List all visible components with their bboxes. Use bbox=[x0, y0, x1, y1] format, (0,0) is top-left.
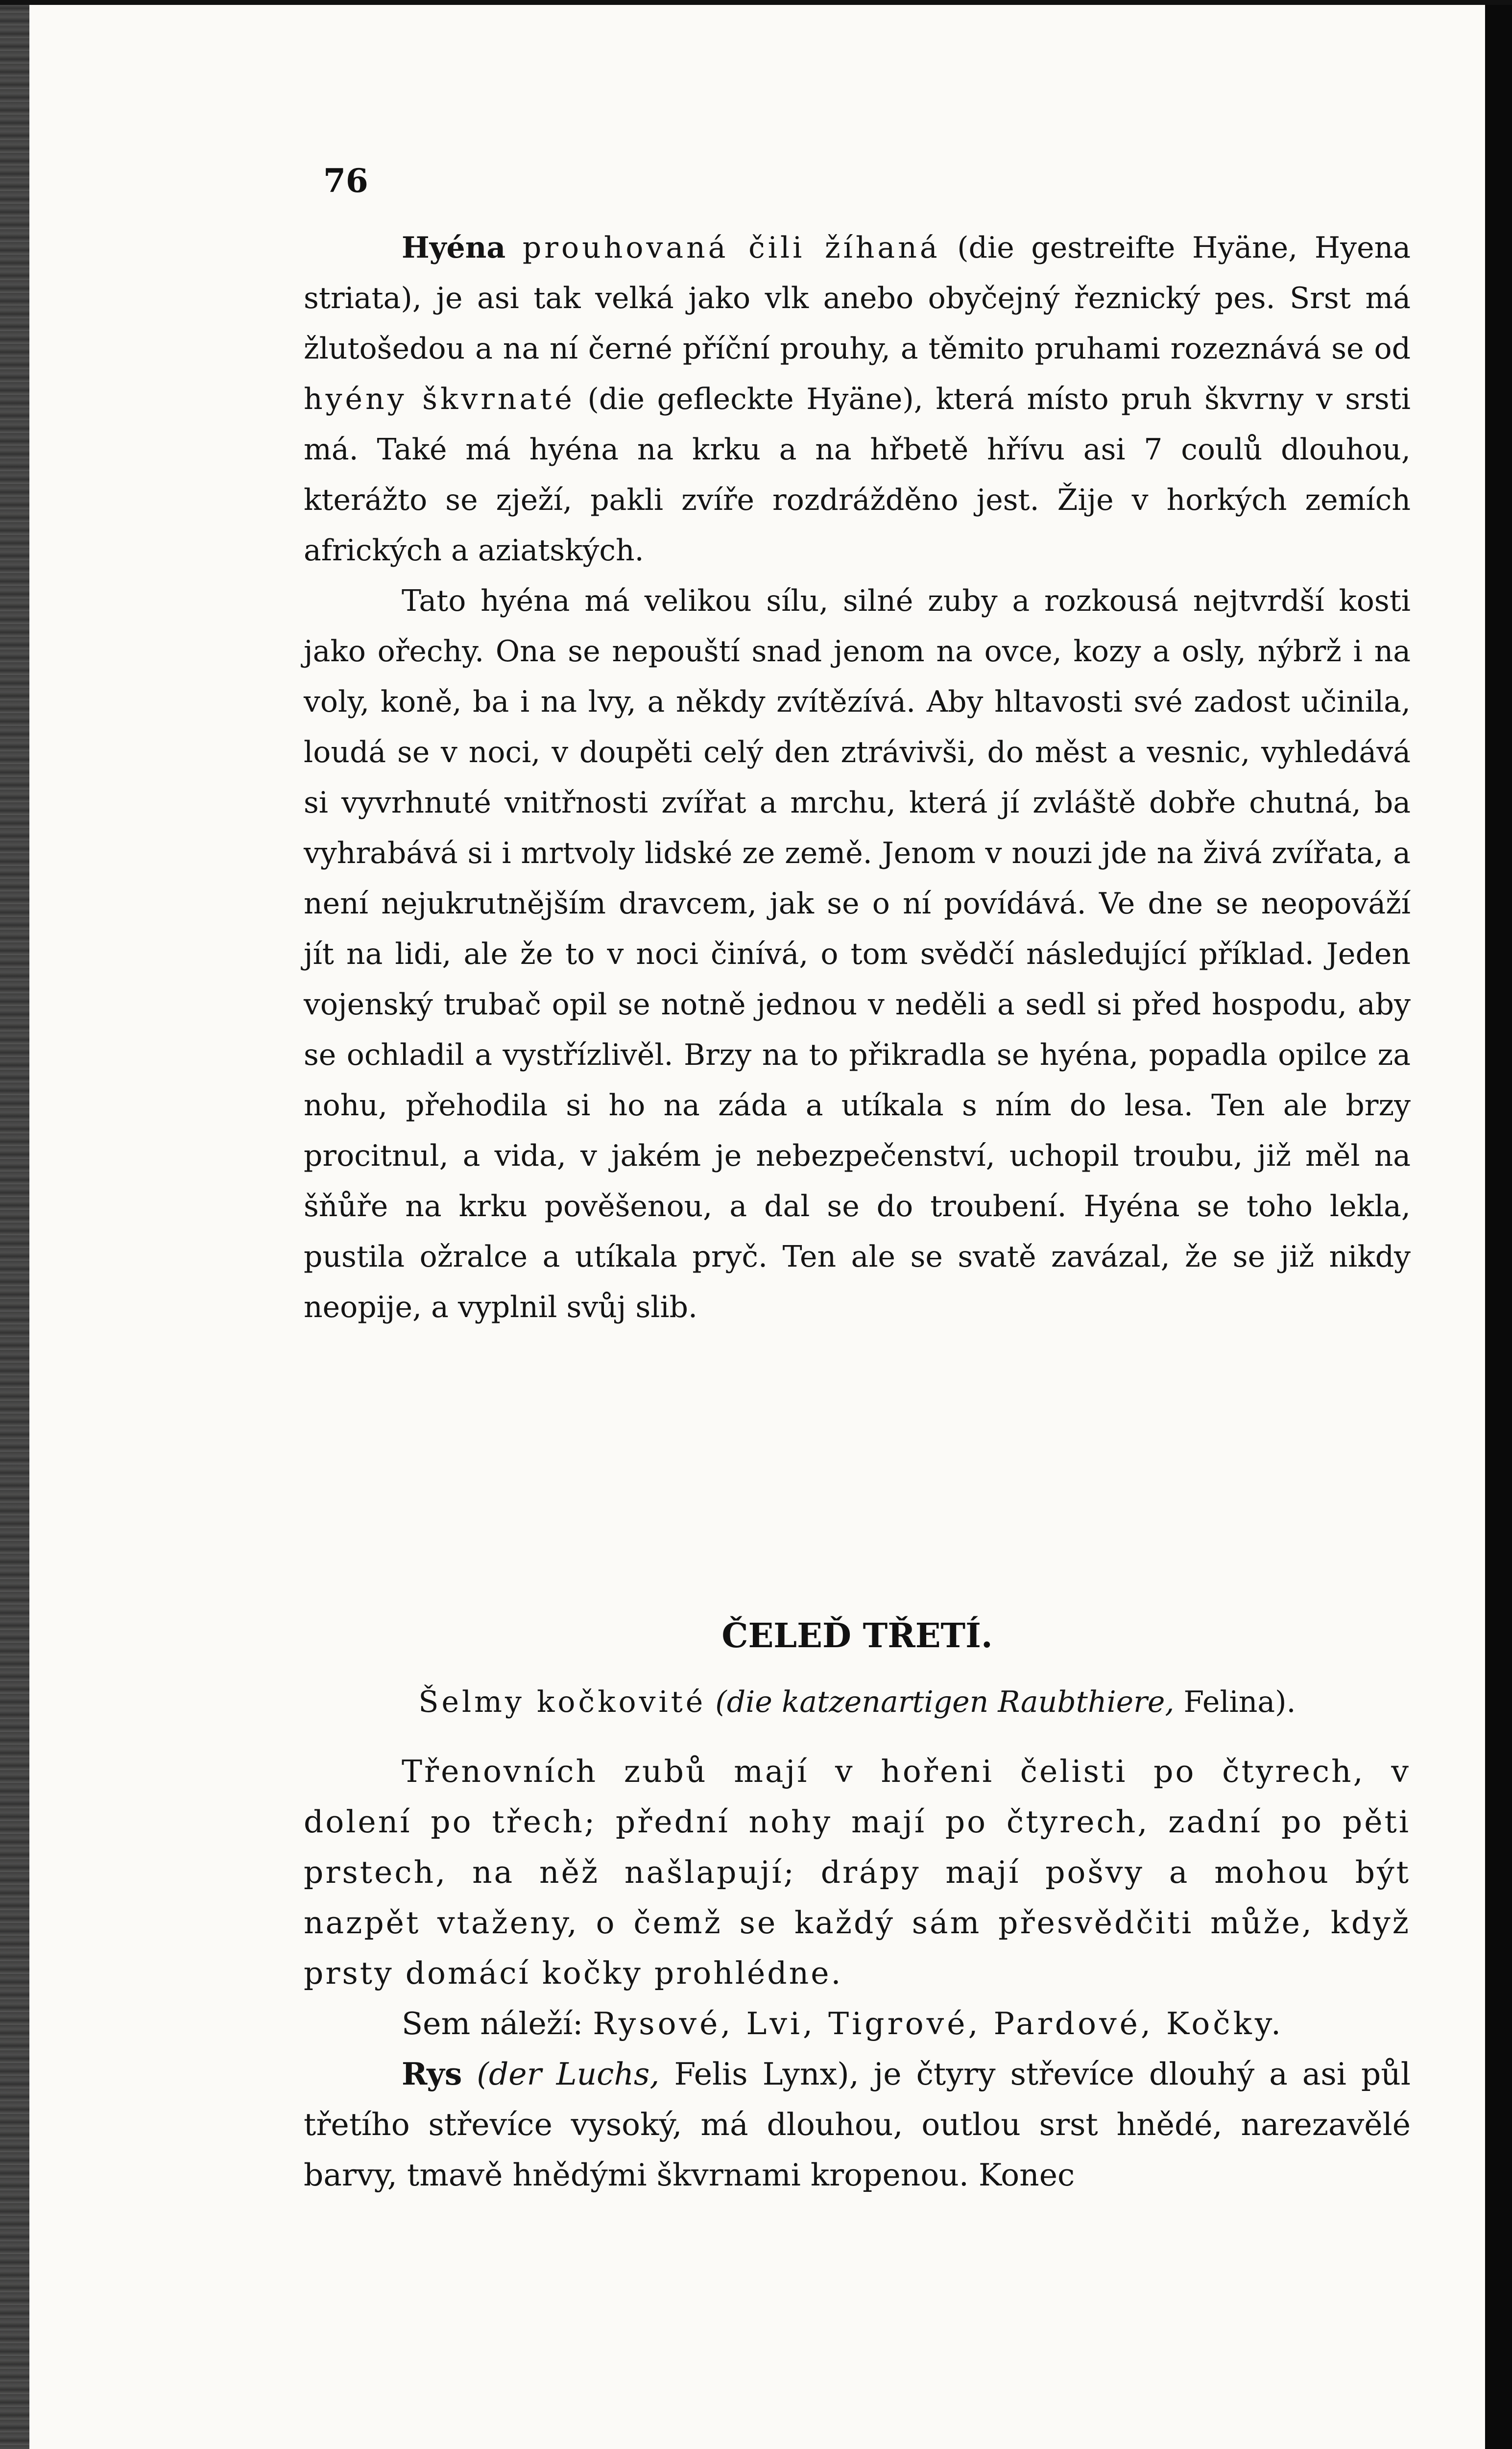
cats-members-label: Sem náleží: bbox=[402, 2006, 583, 2041]
chapter-subtitle bbox=[304, 1685, 1411, 1719]
cats-section bbox=[304, 1746, 1411, 2200]
cats-members bbox=[304, 1998, 1411, 2049]
hyena-spotted-name: hyény škvrnaté bbox=[304, 382, 575, 416]
cats-members-list: Rysové, Lvi, Tigrové, Pardové, Kočky. bbox=[593, 2006, 1284, 2041]
lynx-text: Felis Lynx), je čtyry střevíce dlouhý a asi půl třetího střevíce vysoký, má dlouhou, outlou srst hnědé, narezavělé barvy, tmavě hnědými škvrnami kropenou. Konec bbox=[304, 2056, 1411, 2193]
scan-left-edge bbox=[0, 0, 29, 2449]
hyena-striped-name: prouhovaná čili žíhaná bbox=[522, 231, 940, 265]
chapter-subtitle-name: Šelmy kočkovité bbox=[418, 1685, 706, 1719]
hyena-paragraph-1 bbox=[304, 223, 1411, 576]
lynx-german-name: (der Luchs, bbox=[477, 2056, 660, 2092]
hyena-intro-tail: (die gefleckte Hyäne), která místo pruh škvrny v srsti má. Také má hyéna na krku a na hřbetě hřívu asi 7 coulů dlouhou, kterážto se zježí, pakli zvíře rozdrážděno jest. Žije v horkých zemích afrických a aziatských. bbox=[304, 382, 1411, 568]
cats-description: Třenovních zubů mají v hořeni čelisti po čtyrech, v dolení po třech; přední nohy mají po čtyrech, zadní po pěti prstech, na něž našlapují; drápy mají pošvy a mohou být nazpět vtaženy, o čemž se každý sám přesvědčiti může, když prsty domácí kočky prohlédne. bbox=[304, 1753, 1411, 1991]
lynx-lead-word: Rys bbox=[402, 2056, 462, 2092]
lynx-paragraph bbox=[304, 2049, 1411, 2200]
hyena-lead-word: Hyéna bbox=[402, 231, 506, 265]
hyena-intro-text: (die gestreifte Hyäne, Hyena striata), je asi tak velká jako vlk anebo obyčejný řeznický pes. Srst má žlutošedou a na ní černé příční prouhy, a těmito pruhami rozeznává se od bbox=[304, 231, 1411, 366]
scan-top-edge bbox=[0, 0, 1512, 5]
hyena-paragraph-2: Tato hyéna má velikou sílu, silné zuby a rozkousá nejtvrdší kosti jako ořechy. Ona se nepouští snad jenom na ovce, kozy a osly, nýbrž i na voly, koně, ba i na lvy, a někdy zvítězívá. Aby hltavosti své zadost učinila, loudá se v noci, v doupěti celý den ztrávivši, do měst a vesnic, vyhledává si vyvrhnuté vnitřnosti zvířat a mrchu, která jí zvláště dobře chutná, ba vyhrabává si i mrtvoly lidské ze země. Jenom v nouzi jde na živá zvířata, a není nejukrutnějším dravcem, jak se o ní povídává. Ve dne se neopováží jít na lidi, ale že to v noci činívá, o tom svědčí následující příklad. Jeden vojenský trubač opil se notně jednou v neděli a sedl si před hospodu, aby se ochladil a vystřízlivěl. Brzy na to přikradla se hyéna, popadla opilce za nohu, přehodila si ho na záda a utíkala s ním do lesa. Ten ale brzy procitnul, a vida, v jakém je nebezpečenství, uchopil troubu, již měl na šňůře na krku pověšenou, a dal se do troubení. Hyéna se toho lekla, pustila ožralce a utíkala pryč. Ten ale se svatě zavázal, že se již nikdy neopije, a vyplnil svůj slib. bbox=[304, 584, 1411, 1324]
chapter-subtitle-latin: Felina). bbox=[1183, 1685, 1296, 1719]
chapter-subtitle-german: (die katzenartigen Raubthiere, bbox=[715, 1685, 1175, 1719]
scan-right-edge bbox=[1485, 0, 1512, 2449]
hyena-section bbox=[304, 223, 1411, 1333]
page-number: 76 bbox=[323, 162, 368, 200]
chapter-title: ČELEĎ TŘETÍ. bbox=[721, 1616, 993, 1656]
